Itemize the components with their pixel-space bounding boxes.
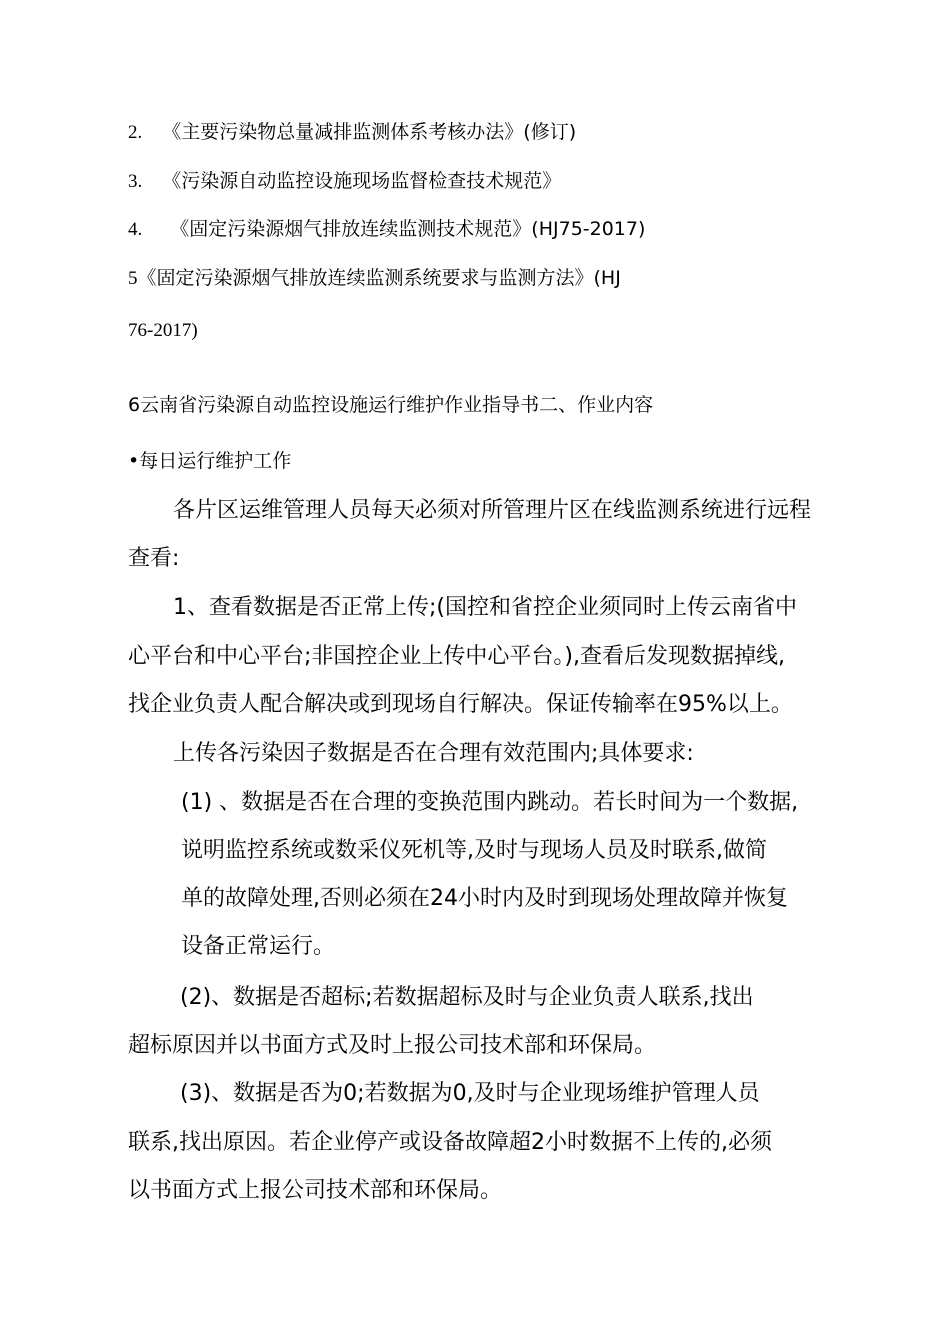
reference-item	[128, 269, 621, 288]
list-item-line: 联系,找出原因。若企业停产或设备故障超2小时数据不上传的,必须	[128, 1130, 772, 1155]
paragraph-line: 心平台和中心平台;非国控企业上传中心平台。),查看后发现数据掉线,	[128, 644, 785, 669]
list-item-line: (3)、数据是否为0;若数据为0,及时与企业现场维护管理人员	[180, 1081, 760, 1106]
section-heading: 6云南省污染源自动监控设施运行维护作业指导书二、作业内容	[128, 394, 654, 416]
reference-item	[128, 123, 576, 142]
list-item-line: 说明监控系统或数采仪死机等,及时与现场人员及时联系,做简	[181, 838, 767, 863]
paragraph-line: 1、查看数据是否正常上传;(国控和省控企业须同时上传云南省中	[173, 595, 797, 620]
reference-title: 《主要污染物总量减排监测体系考核办法》(修订)	[162, 121, 577, 143]
reference-title: 《污染源自动监控设施现场监督检查技术规范》	[162, 170, 562, 192]
reference-item	[128, 172, 561, 191]
reference-number: 2.	[128, 122, 143, 143]
list-item-line: 单的故障处理,否则必须在24小时内及时到现场处理故障并恢复	[181, 886, 788, 911]
paragraph-line: 上传各污染因子数据是否在合理有效范围内;具体要求:	[173, 741, 694, 766]
reference-title: 《固定污染源烟气排放连续监测技术规范》(HJ75-2017)	[170, 218, 646, 240]
reference-number: 5	[128, 268, 138, 289]
list-item-line: 超标原因并以书面方式及时上报公司技术部和环保局。	[128, 1033, 657, 1058]
paragraph-line: 查看:	[128, 546, 180, 571]
reference-number: 3.	[128, 171, 143, 192]
list-item-line: 设备正常运行。	[181, 934, 336, 959]
reference-continuation: 76-2017)	[128, 320, 198, 341]
paragraph-line: 找企业负责人配合解决或到现场自行解决。保证传输率在95%以上。	[128, 692, 793, 717]
list-item-line: (1) 、数据是否在合理的变换范围内跳动。若长时间为一个数据,	[181, 790, 799, 815]
list-item-line: (2)、数据是否超标;若数据超标及时与企业负责人联系,找出	[180, 985, 754, 1010]
reference-number: 4.	[128, 219, 143, 240]
paragraph-line: 各片区运维管理人员每天必须对所管理片区在线监测系统进行远程	[173, 498, 812, 523]
list-item-line: 以书面方式上报公司技术部和环保局。	[128, 1178, 503, 1203]
reference-item	[128, 220, 645, 239]
reference-title: 《固定污染源烟气排放连续监测系统要求与监测方法》(HJ	[137, 267, 621, 289]
daily-maintenance-heading: •每日运行维护工作	[128, 450, 292, 472]
